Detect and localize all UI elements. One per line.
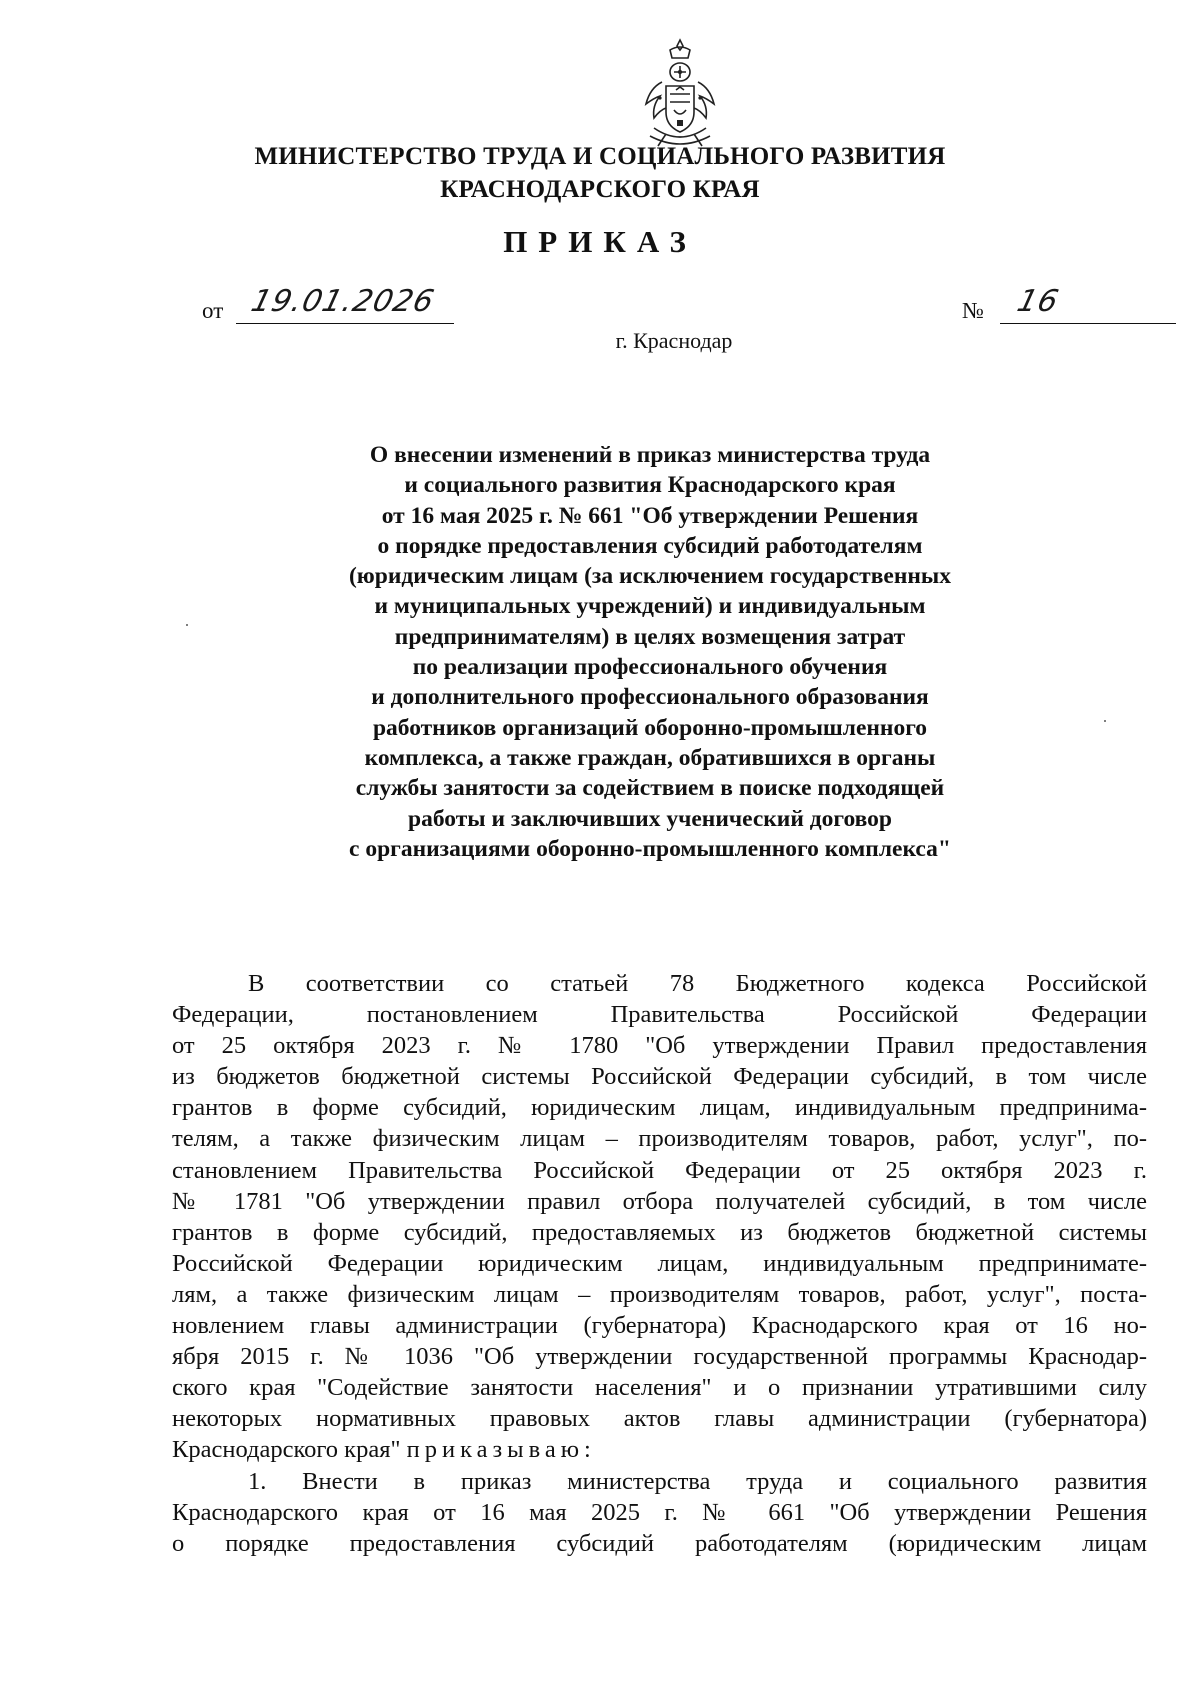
subject-line: и социального развития Краснодарского края bbox=[404, 472, 896, 499]
number-value-handwritten: 16 bbox=[1013, 284, 1063, 319]
scan-speck bbox=[1104, 720, 1106, 722]
number-underline bbox=[1000, 323, 1176, 324]
body-line: грантов в форме субсидий, предоставляемых из бюджетов бюджетной системы bbox=[172, 1218, 1147, 1246]
item-1-line: о порядке предоставления субсидий работодателям (юридическим лицам bbox=[172, 1529, 1147, 1557]
ministry-name-line-1: МИНИСТЕРСТВО ТРУДА И СОЦИАЛЬНОГО РАЗВИТИЯ bbox=[254, 143, 946, 170]
subject-line: работников организаций оборонно-промышленного bbox=[372, 714, 928, 741]
number-label: № bbox=[962, 298, 984, 323]
subject-line: предпринимателям) в целях возмещения затрат bbox=[394, 623, 906, 650]
body-line-final bbox=[172, 1434, 1147, 1465]
subject-line: службы занятости за содействием в поиске подходящей bbox=[355, 775, 945, 802]
subject-line: от 16 мая 2025 г. № 661 "Об утверждении Решения bbox=[381, 502, 919, 529]
body-line: Федерации, постановлением Правительства Российской Федерации bbox=[172, 1001, 1147, 1029]
body-line: от 25 октября 2023 г. № 1780 "Об утверждении Правил предоставления bbox=[172, 1032, 1147, 1060]
subject-line: с организациями оборонно-промышленного комплекса" bbox=[349, 835, 951, 862]
body-line: становлением Правительства Российской Федерации от 25 октября 2023 г. bbox=[172, 1156, 1147, 1184]
subject-line: и муниципальных учреждений) и индивидуальным bbox=[374, 593, 926, 620]
order-word: приказываю: bbox=[406, 1436, 596, 1464]
body-line: В соответствии со статьей 78 Бюджетного кодекса Российской bbox=[248, 970, 1147, 997]
preamble-text bbox=[172, 968, 1147, 1559]
subject-line: работы и заключивших ученический договор bbox=[408, 805, 892, 832]
document-subject bbox=[250, 440, 1050, 864]
coat-of-arms-icon bbox=[640, 38, 720, 150]
ministry-name-line-2: КРАСНОДАРСКОГО КРАЯ bbox=[440, 176, 760, 203]
body-line: № 1781 "Об утверждении правил отбора получателей субсидий, в том числе bbox=[172, 1187, 1147, 1215]
subject-line: комплекса, а также граждан, обратившихся в органы bbox=[364, 744, 936, 771]
body-line: из бюджетов бюджетной системы Российской Федерации субсидий, в том числе bbox=[172, 1063, 1147, 1091]
date-value-handwritten: 19.01.2026 bbox=[247, 284, 439, 319]
item-1-line: 1. Внести в приказ министерства труда и социального развития bbox=[248, 1467, 1147, 1495]
subject-line: и дополнительного профессионального образования bbox=[371, 684, 929, 711]
body-line-final-text: Краснодарского края" bbox=[172, 1436, 407, 1464]
body-line: новлением главы администрации (губернатора) Краснодарского края от 16 но- bbox=[172, 1312, 1147, 1340]
date-underline bbox=[236, 323, 454, 324]
body-line: телям, а также физическим лицам – производителям товаров, работ, услуг", по- bbox=[172, 1125, 1147, 1153]
body-line: Российской Федерации юридическим лицам, индивидуальным предпринимате- bbox=[172, 1249, 1147, 1277]
body-line: некоторых нормативных правовых актов главы администрации (губернатора) bbox=[172, 1405, 1147, 1433]
scan-speck bbox=[186, 624, 188, 626]
subject-line: О внесении изменений в приказ министерства труда bbox=[369, 442, 931, 468]
document-type-title: ПРИКАЗ bbox=[503, 224, 697, 259]
body-line: лям, а также физическим лицам – производителям товаров, работ, услуг", поста- bbox=[172, 1280, 1147, 1308]
city: г. Краснодар bbox=[615, 328, 733, 353]
subject-line: (юридическим лицам (за исключением государственных bbox=[348, 563, 951, 590]
date-label: от bbox=[202, 298, 224, 323]
body-line: ября 2015 г. № 1036 "Об утверждении государственной программы Краснодар- bbox=[172, 1343, 1147, 1371]
subject-line: о порядке предоставления субсидий работодателям bbox=[377, 532, 923, 559]
body-line: грантов в форме субсидий, юридическим лицам, индивидуальным предпринима- bbox=[172, 1094, 1147, 1122]
item-1-line: Краснодарского края от 16 мая 2025 г. № 661 "Об утверждении Решения bbox=[172, 1498, 1147, 1526]
body-line: ского края "Содействие занятости населения" и о признании утратившими силу bbox=[172, 1374, 1147, 1402]
subject-line: по реализации профессионального обучения bbox=[412, 654, 888, 681]
